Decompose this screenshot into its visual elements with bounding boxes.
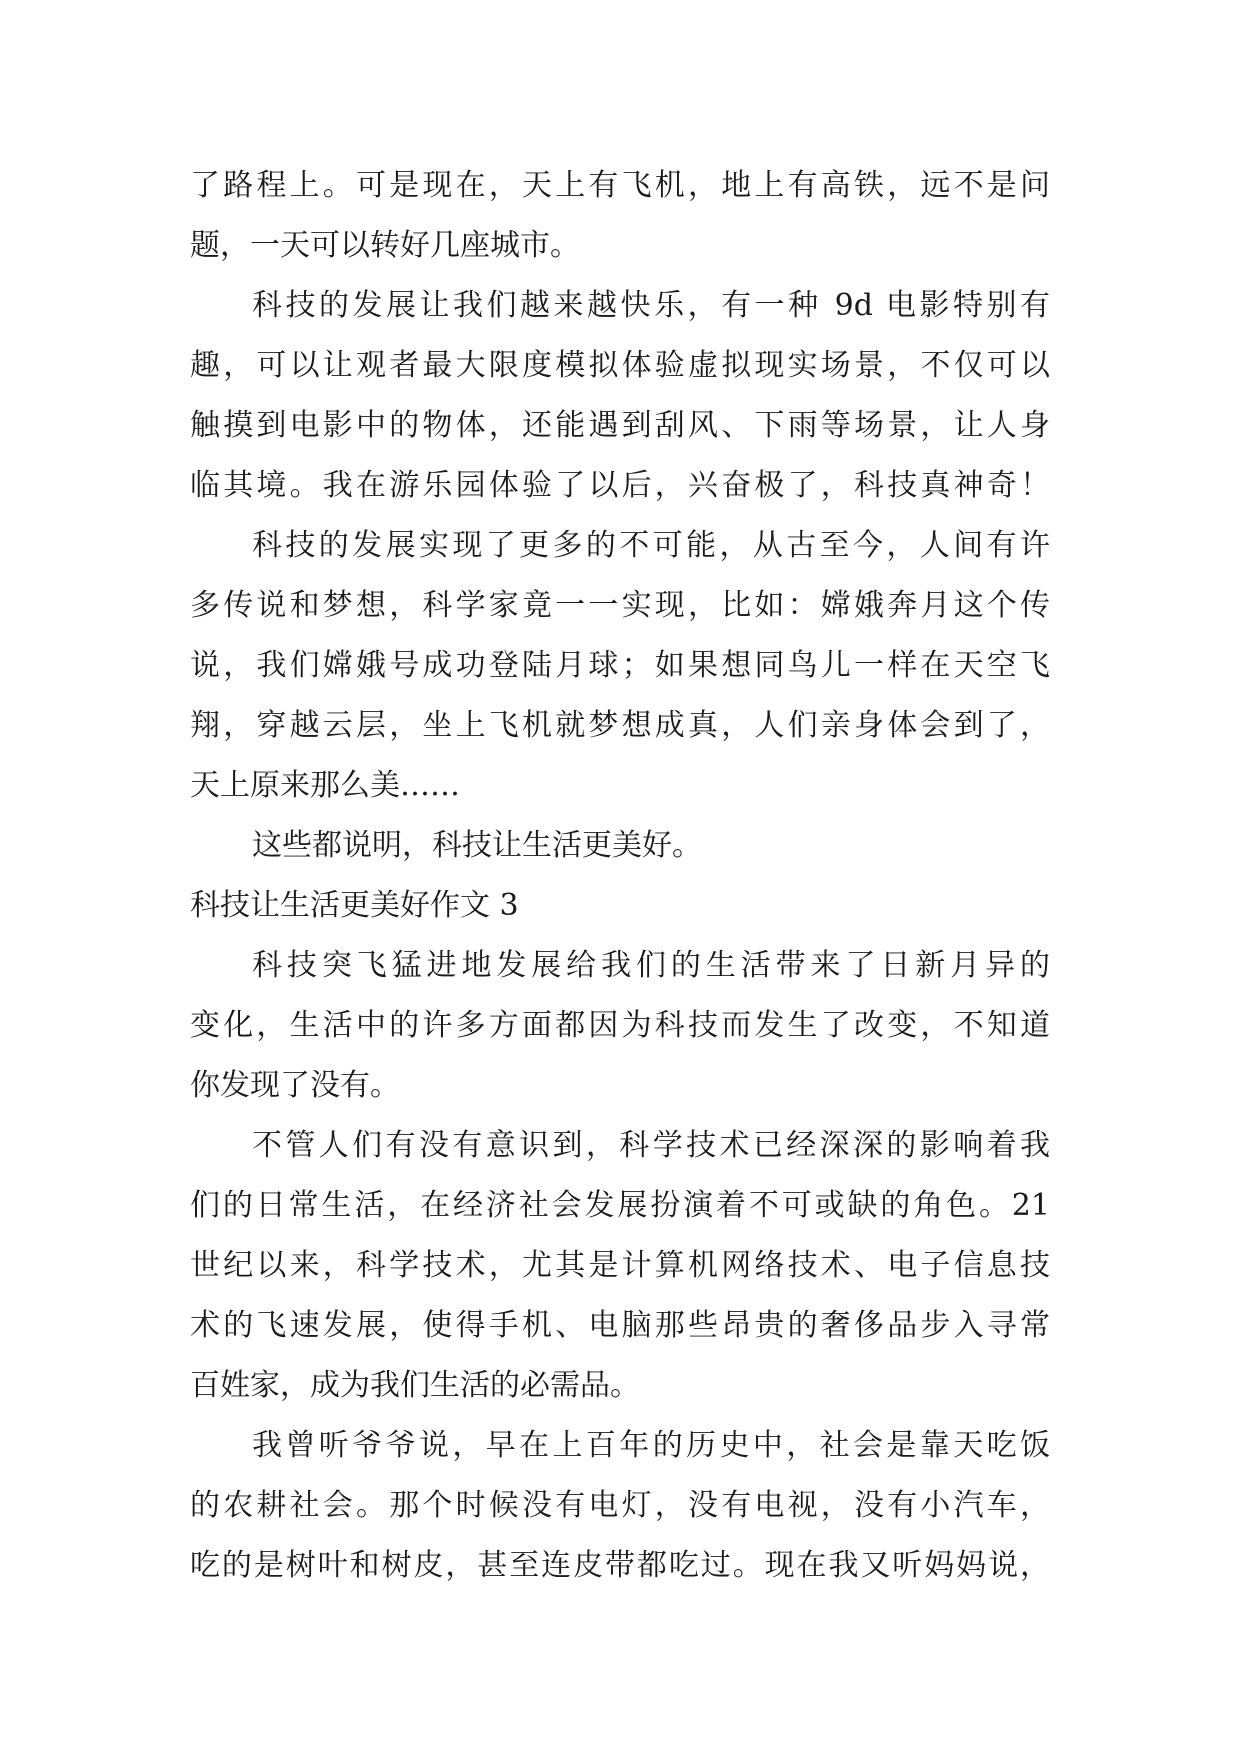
text-line: 吃的是树叶和树皮，甚至连皮带都吃过。现在我又听妈妈说， <box>190 1548 1050 1583</box>
text-line: 天上原来那么美…… <box>190 768 460 803</box>
text-line: 们的日常生活，在经济社会发展扮演着不可或缺的角色。21 <box>190 1188 1050 1223</box>
text-line: 多传说和梦想，科学家竟一一实现，比如：嫦娥奔月这个传 <box>190 588 1050 623</box>
text-line: 说，我们嫦娥号成功登陆月球；如果想同鸟儿一样在天空飞 <box>190 648 1050 683</box>
text-line: 术的飞速发展，使得手机、电脑那些昂贵的奢侈品步入寻常 <box>190 1308 1050 1343</box>
text-line: 世纪以来，科学技术，尤其是计算机网络技术、电子信息技 <box>190 1248 1050 1283</box>
text-line: 百姓家，成为我们生活的必需品。 <box>190 1368 640 1403</box>
text-line: 不管人们有没有意识到，科学技术已经深深的影响着我 <box>252 1128 1050 1163</box>
text-line: 我曾听爷爷说，早在上百年的历史中，社会是靠天吃饭 <box>252 1428 1050 1463</box>
section-heading: 科技让生活更美好作文 3 <box>190 888 519 923</box>
text-line: 科技的发展让我们越来越快乐，有一种 9d 电影特别有 <box>252 288 1050 323</box>
text-line: 的农耕社会。那个时候没有电灯，没有电视，没有小汽车， <box>190 1488 1050 1523</box>
text-line: 题，一天可以转好几座城市。 <box>190 228 580 263</box>
text-line: 了路程上。可是现在，天上有飞机，地上有高铁，远不是问 <box>190 168 1050 203</box>
text-line: 科技的发展实现了更多的不可能，从古至今，人间有许 <box>252 528 1050 563</box>
text-line: 触摸到电影中的物体，还能遇到刮风、下雨等场景，让人身 <box>190 408 1050 443</box>
text-line: 趣，可以让观者最大限度模拟体验虚拟现实场景，不仅可以 <box>190 348 1050 383</box>
text-line: 科技突飞猛进地发展给我们的生活带来了日新月异的 <box>252 948 1050 983</box>
text-line: 临其境。我在游乐园体验了以后，兴奋极了，科技真神奇！ <box>190 468 1050 503</box>
text-line: 你发现了没有。 <box>190 1068 400 1103</box>
text-line: 翔，穿越云层，坐上飞机就梦想成真，人们亲身体会到了， <box>190 708 1050 743</box>
text-line: 变化，生活中的许多方面都因为科技而发生了改变，不知道 <box>190 1008 1050 1043</box>
text-line: 这些都说明，科技让生活更美好。 <box>252 828 702 863</box>
